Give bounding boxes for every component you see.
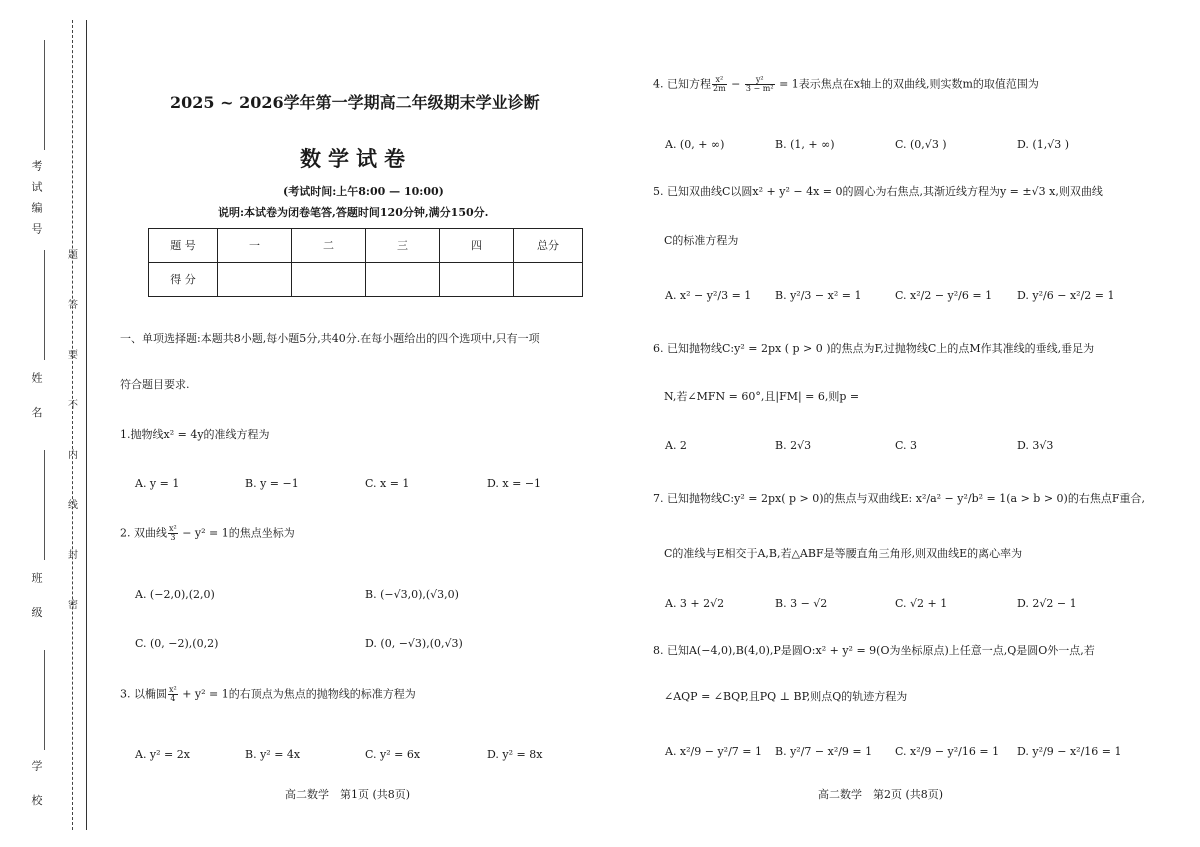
question-7-stem: 7. 已知抛物线C:y² = 2px( p > 0)的焦点与双曲线E: x²/a² − y²/b² = 1(a > b > 0)的右焦点F重合, — [653, 492, 1145, 505]
question-5-option-c: C. x²/2 − y²/6 = 1 — [895, 289, 993, 302]
question-8-stem: 8. 已知A(−4,0),B(4,0),P是圆O:x² + y² = 9(O为坐标原点)上任意一点,Q是圆O外一点,若 — [653, 644, 1095, 657]
seal-dashed-line — [72, 20, 73, 830]
fraction-numerator: x² — [712, 76, 727, 85]
question-3-option-c: C. y² = 6x — [365, 748, 421, 761]
score-table — [148, 228, 583, 297]
question-2-option-a: A. (−2,0),(2,0) — [135, 588, 215, 601]
score-entry-cell — [292, 263, 366, 297]
seal-char: 封 — [68, 550, 78, 561]
question-6-option-d: D. 3√3 — [1017, 439, 1054, 452]
question-1-stem: 1.抛物线x² = 4y的准线方程为 — [120, 428, 270, 441]
question-7-option-d: D. 2√2 − 1 — [1017, 597, 1077, 610]
school-label: 学 校 — [30, 760, 43, 816]
question-4-option-d: D. (1,√3 ) — [1017, 138, 1070, 151]
name-label: 姓 名 — [30, 372, 43, 428]
question-8-option-d: D. y²/9 − x²/16 = 1 — [1017, 745, 1122, 758]
question-2-option-b: B. (−√3,0),(√3,0) — [365, 588, 459, 601]
question-4-stem: 4. 已知方程 $\frac{\text{x²}}{2m}$ − $\frac{\text{y²}}{\text{3 − m²}}$ = 1表示焦点在x轴上的双曲线,则实数m的取值范围为 — [653, 75, 1039, 93]
question-1-option-b: B. y = −1 — [245, 477, 299, 490]
question-4-stem-pre: 4. 已知方程 — [653, 77, 711, 91]
fraction-numerator: y² — [745, 76, 775, 85]
question-1-option-a: A. y = 1 — [135, 477, 180, 490]
exam-no-fill-line — [44, 40, 45, 150]
score-table-score-row — [149, 263, 583, 297]
exam-time: (考试时间:上午8:00 — 10:00) — [283, 185, 444, 198]
seal-char: 密 — [68, 600, 78, 611]
question-2-stem-post: − y² = 1的焦点坐标为 — [178, 526, 295, 540]
question-3-option-b: B. y² = 4x — [245, 748, 301, 761]
fraction — [745, 76, 775, 93]
fraction — [168, 525, 178, 542]
score-entry-cell — [514, 263, 583, 297]
score-cell: 总分 — [514, 229, 583, 263]
fraction-numerator: x² — [169, 685, 177, 694]
question-4-option-b: B. (1, + ∞) — [775, 138, 835, 151]
exam-no-label: 考试编号 — [30, 160, 43, 244]
score-entry-cell — [366, 263, 440, 297]
exam-note: 说明:本试卷为闭卷笔答,答题时间120分钟,满分150分. — [218, 206, 489, 219]
score-cell: 二 — [292, 229, 366, 263]
class-label: 班 级 — [30, 572, 43, 628]
question-8-stem-cont: ∠AQP = ∠BQP,且PQ ⊥ BP,则点Q的轨迹方程为 — [664, 690, 908, 703]
question-1-option-d: D. x = −1 — [487, 477, 542, 490]
question-7-option-a: A. 3 + 2√2 — [665, 597, 725, 610]
school-fill-line — [44, 650, 45, 750]
score-cell: 一 — [218, 229, 292, 263]
question-4-option-a: A. (0, + ∞) — [665, 138, 725, 151]
page-1 — [110, 0, 625, 847]
section-1-instructions-cont: 符合题目要求. — [120, 378, 190, 391]
page-2 — [650, 0, 1180, 847]
fraction — [712, 76, 727, 93]
question-8-option-b: B. y²/7 − x²/9 = 1 — [775, 745, 873, 758]
section-1-instructions: 一、单项选择题:本题共8小题,每小题5分,共40分.在每小题给出的四个选项中,只有一项 — [120, 332, 540, 345]
question-6-option-c: C. 3 — [895, 439, 918, 452]
question-5-option-a: A. x² − y²/3 = 1 — [665, 289, 752, 302]
question-3-stem — [120, 686, 416, 703]
seal-char: 答 — [68, 300, 78, 311]
seal-char: 内 — [68, 450, 78, 461]
question-7-option-b: B. 3 − √2 — [775, 597, 828, 610]
seal-char: 线 — [68, 500, 78, 511]
score-cell: 三 — [366, 229, 440, 263]
question-3-option-a: A. y² = 2x — [135, 748, 190, 761]
seal-char: 不 — [68, 400, 78, 411]
question-4-option-c: C. (0,√3 ) — [895, 138, 947, 151]
fraction-numerator: x² — [169, 524, 177, 533]
question-3-option-d: D. y² = 8x — [487, 748, 543, 761]
fraction-denominator: 4 — [170, 694, 176, 703]
seal-char: 要 — [68, 350, 78, 361]
question-1-option-c: C. x = 1 — [365, 477, 410, 490]
subject-title: 数学试卷 — [300, 146, 412, 171]
question-8-option-c: C. x²/9 − y²/16 = 1 — [895, 745, 1000, 758]
fraction-denominator: 3 — [170, 533, 176, 542]
question-5-stem-cont: C的标准方程为 — [664, 234, 739, 247]
binding-margin — [0, 0, 92, 847]
score-cell: 题 号 — [149, 229, 218, 263]
name-fill-line — [44, 250, 45, 360]
question-2-stem — [120, 525, 295, 542]
question-6-stem: 6. 已知抛物线C:y² = 2px ( p > 0 )的焦点为F,过抛物线C上的点M作其准线的垂线,垂足为 — [653, 342, 1095, 355]
score-entry-cell — [218, 263, 292, 297]
question-6-option-a: A. 2 — [665, 439, 687, 452]
score-cell: 得 分 — [149, 263, 218, 297]
question-2-option-c: C. (0, −2),(0,2) — [135, 637, 219, 650]
fraction — [168, 686, 178, 703]
seal-solid-line — [86, 20, 87, 830]
question-4-stem-post: = 1表示焦点在x轴上的双曲线,则实数m的取值范围为 — [775, 77, 1039, 91]
class-fill-line — [44, 450, 45, 560]
fraction-denominator: 3 − m² — [745, 84, 774, 93]
exam-title: 2025 ~ 2026学年第一学期高二年级期末学业诊断 — [170, 93, 540, 112]
page-footer-left: 高二数学 第1页 (共8页) — [285, 788, 411, 801]
question-8-option-a: A. x²/9 − y²/7 = 1 — [665, 745, 763, 758]
seal-char: 题 — [68, 250, 78, 261]
question-6-option-b: B. 2√3 — [775, 439, 812, 452]
score-table-header-row — [149, 229, 583, 263]
question-5-option-d: D. y²/6 − x²/2 = 1 — [1017, 289, 1115, 302]
question-2-option-d: D. (0, −√3),(0,√3) — [365, 637, 463, 650]
question-6-stem-cont: N,若∠MFN = 60°,且|FM| = 6,则p = — [664, 390, 860, 403]
page-footer-right: 高二数学 第2页 (共8页) — [818, 788, 944, 801]
question-7-option-c: C. √2 + 1 — [895, 597, 948, 610]
question-2-stem-pre: 2. 双曲线 — [120, 526, 167, 540]
question-5-option-b: B. y²/3 − x² = 1 — [775, 289, 862, 302]
fraction-denominator: 2m — [713, 84, 726, 93]
question-5-stem: 5. 已知双曲线C以圆x² + y² − 4x = 0的圆心为右焦点,其渐近线方程为y = ±√3 x,则双曲线 — [653, 185, 1103, 198]
score-entry-cell — [440, 263, 514, 297]
question-7-stem-cont: C的准线与E相交于A,B,若△ABF是等腰直角三角形,则双曲线E的离心率为 — [664, 547, 1023, 560]
question-3-stem-pre: 3. 以椭圆 — [120, 687, 167, 701]
question-3-stem-post: + y² = 1的右顶点为焦点的抛物线的标准方程为 — [178, 687, 416, 701]
score-cell: 四 — [440, 229, 514, 263]
